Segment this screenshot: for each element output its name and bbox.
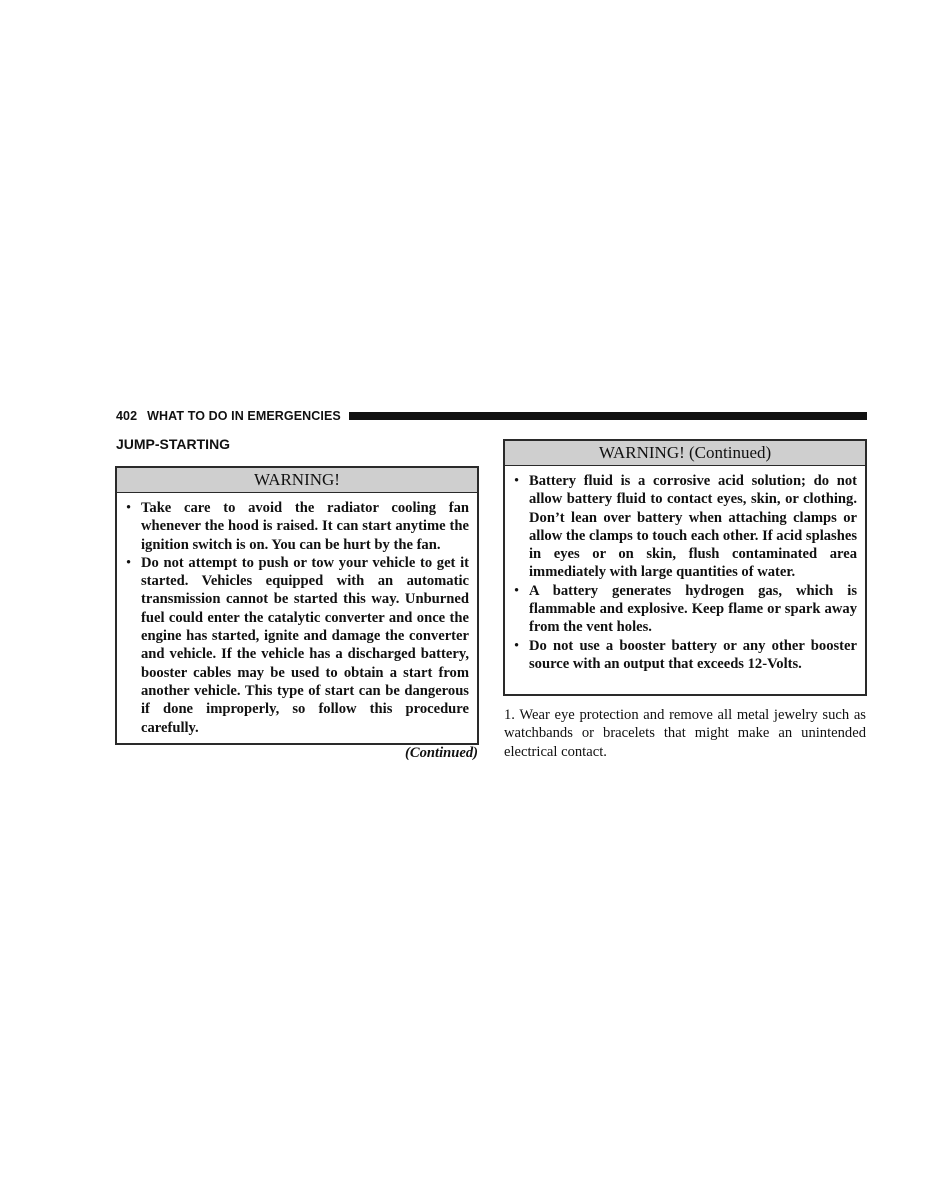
- warning-item: • A battery generates hydrogen gas, which is flammable and explosive. Keep flame or spark away from the vent holes.: [514, 582, 857, 636]
- bullet-icon: •: [514, 582, 520, 599]
- warning-item: • Take care to avoid the radiator cooling fan whenever the hood is raised. It can start anytime the ignition switch is on. You can be hurt by the fan.: [126, 500, 469, 553]
- section-title: WHAT TO DO IN EMERGENCIES: [147, 409, 341, 423]
- warning-box: [115, 466, 479, 745]
- warning-item: • Do not use a booster battery or any other booster source with an output that exceeds 12-Volts.: [514, 637, 857, 672]
- warning-continued-box: [503, 439, 867, 696]
- continued-label: (Continued): [405, 745, 478, 761]
- page-header: [116, 408, 867, 424]
- warning-item: • Do not attempt to push or tow your vehicle to get it started. Vehicles equipped with an automatic transmission cannot be started this way. Unburned fuel could enter the catalytic converter and once the engine has started, ignite and damage the converter and vehicle. If the vehicle has a discharged battery, booster cables may be used to obtain a start from another vehicle. This type of start can be dangerous if done improperly, so follow this procedure carefully.: [126, 554, 469, 736]
- bullet-icon: •: [514, 637, 520, 654]
- bullet-icon: •: [126, 554, 132, 571]
- page-number: 402: [116, 409, 138, 423]
- warning-item: • Battery fluid is a corrosive acid solution; do not allow battery fluid to contact eyes, skin, or clothing. Don’t lean over battery when attaching clamps or allow the clamps to touch each other. If acid splashes in eyes or on skin, flush contaminated area immediately with large quantities of water.: [514, 473, 857, 581]
- bullet-icon: •: [126, 500, 132, 516]
- warning-continued-list: [505, 466, 865, 673]
- warning-continued-title: WARNING! (Continued): [505, 441, 865, 466]
- warning-title: WARNING!: [117, 468, 477, 493]
- warning-list: [117, 493, 477, 737]
- header-rule: [349, 412, 867, 420]
- bullet-icon: •: [514, 473, 520, 489]
- section-heading: JUMP-STARTING: [116, 436, 231, 452]
- procedure-step: 1. Wear eye protection and remove all metal jewelry such as watchbands or bracelets that might make an unintended electrical contact.: [504, 707, 866, 760]
